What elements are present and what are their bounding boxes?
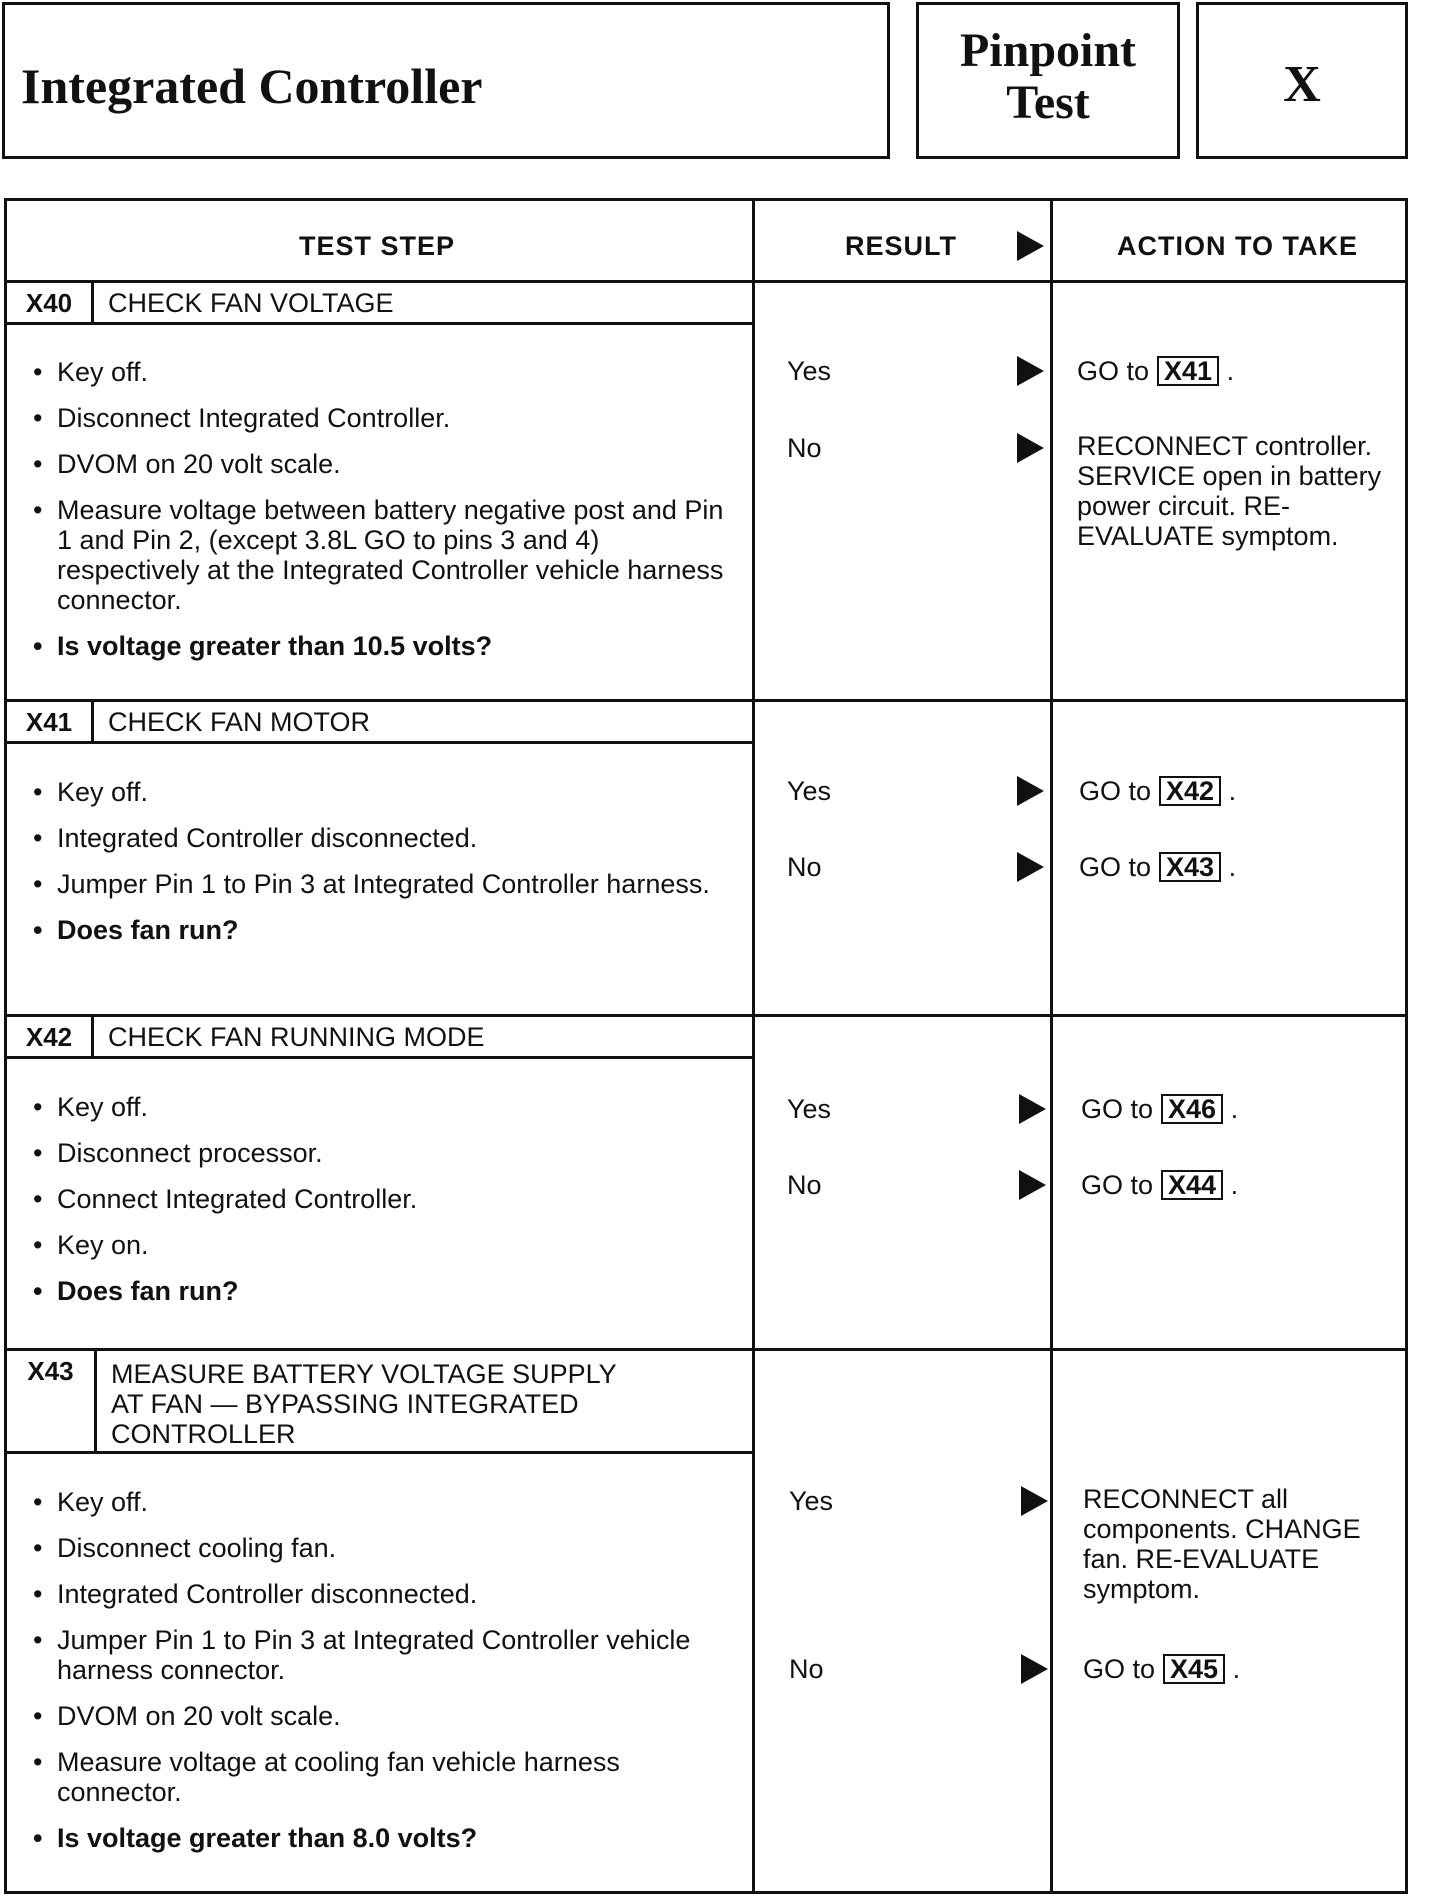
- step-question: • Is voltage greater than 8.0 volts?: [31, 1823, 731, 1853]
- result-arrow-icon: [1019, 1094, 1046, 1124]
- action-text: RECONNECT controller. SERVICE open in battery power circuit. RE-EVALUATE symptom.: [1077, 431, 1382, 551]
- result-arrow-icon: [1021, 1486, 1048, 1516]
- step-reference-link[interactable]: X46: [1161, 1094, 1223, 1124]
- action-suffix: .: [1226, 356, 1235, 386]
- step-instructions: [31, 1487, 731, 1869]
- column-header-test-step: TEST STEP: [299, 231, 456, 261]
- result-arrow-icon: [1021, 1654, 1048, 1684]
- list-item: • Key off.: [31, 777, 731, 807]
- result-arrow-icon: [1017, 776, 1044, 806]
- step-reference-link[interactable]: X42: [1159, 776, 1221, 806]
- list-item: • Jumper Pin 1 to Pin 3 at Integrated Controller harness.: [31, 869, 731, 899]
- column-header-result: RESULT: [845, 231, 957, 261]
- list-item: • Disconnect processor.: [31, 1138, 731, 1168]
- result-label: No: [787, 852, 822, 882]
- step-title: MEASURE BATTERY VOLTAGE SUPPLY AT FAN — BYPASSING INTEGRATED CONTROLLER: [97, 1351, 752, 1454]
- header-test-letter-box: [1196, 2, 1408, 159]
- step-title: CHECK FAN RUNNING MODE: [94, 1017, 752, 1059]
- step-instructions: [31, 357, 731, 677]
- header-pinpoint-box: [916, 2, 1180, 159]
- step-instructions: [31, 1092, 731, 1322]
- action-text: [1081, 1094, 1401, 1124]
- list-item: • Connect Integrated Controller.: [31, 1184, 731, 1214]
- step-question: • Is voltage greater than 10.5 volts?: [31, 631, 731, 661]
- list-item: • Jumper Pin 1 to Pin 3 at Integrated Controller vehicle harness connector.: [31, 1625, 731, 1685]
- result-arrow-icon: [1017, 231, 1044, 261]
- result-label: No: [789, 1654, 824, 1684]
- step-title: CHECK FAN MOTOR: [94, 702, 752, 744]
- test-letter: X: [1283, 56, 1321, 113]
- action-text: RECONNECT all components. CHANGE fan. RE-EVALUATE symptom.: [1083, 1484, 1361, 1604]
- column-divider-action: [1050, 201, 1053, 1891]
- action-text: [1083, 1654, 1403, 1684]
- action-text: [1079, 852, 1399, 882]
- pinpoint-test-table: [4, 198, 1408, 1894]
- list-item: • Measure voltage between battery negative post and Pin 1 and Pin 2, (except 3.8L GO to pins 3 and 4) respectively at the Integrated Controller vehicle harness connector.: [31, 495, 731, 615]
- step-title: CHECK FAN VOLTAGE: [94, 283, 752, 325]
- result-arrow-icon: [1017, 433, 1044, 463]
- action-suffix: .: [1228, 776, 1237, 806]
- step-reference-link[interactable]: X44: [1161, 1170, 1223, 1200]
- result-arrow-icon: [1019, 1170, 1046, 1200]
- list-item: • Disconnect Integrated Controller.: [31, 403, 731, 433]
- action-prefix: GO to: [1083, 1654, 1156, 1684]
- column-header-action: ACTION TO TAKE: [1117, 231, 1358, 261]
- action-prefix: GO to: [1081, 1170, 1154, 1200]
- step-reference-link[interactable]: X41: [1157, 356, 1219, 386]
- step-instructions: [31, 777, 731, 961]
- step-reference-link[interactable]: X45: [1163, 1654, 1225, 1684]
- list-item: • Integrated Controller disconnected.: [31, 823, 731, 853]
- action-suffix: .: [1232, 1654, 1241, 1684]
- action-suffix: .: [1228, 852, 1237, 882]
- result-label: Yes: [789, 1486, 834, 1516]
- action-suffix: .: [1230, 1170, 1239, 1200]
- step-id: X43: [7, 1351, 97, 1454]
- result-label: No: [787, 1170, 822, 1200]
- list-item: • DVOM on 20 volt scale.: [31, 1701, 731, 1731]
- result-label: Yes: [787, 356, 832, 386]
- action-text: [1081, 1170, 1401, 1200]
- step-id: X40: [7, 283, 94, 325]
- pinpoint-label-line2: Test: [1006, 76, 1090, 129]
- header-title-box: [2, 2, 890, 159]
- result-label: Yes: [787, 1094, 832, 1124]
- list-item: • Key on.: [31, 1230, 731, 1260]
- result-label: No: [787, 433, 822, 463]
- action-text: [1079, 776, 1399, 806]
- column-divider-result: [752, 201, 755, 1891]
- page-title: Integrated Controller: [21, 58, 483, 114]
- list-item: • Measure voltage at cooling fan vehicle harness connector.: [31, 1747, 731, 1807]
- result-arrow-icon: [1017, 356, 1044, 386]
- list-item: • Key off.: [31, 1092, 731, 1122]
- action-text: [1077, 356, 1397, 386]
- step-id: X42: [7, 1017, 94, 1059]
- step-id: X41: [7, 702, 94, 744]
- action-prefix: GO to: [1081, 1094, 1154, 1124]
- step-question: • Does fan run?: [31, 1276, 731, 1306]
- list-item: • Integrated Controller disconnected.: [31, 1579, 731, 1609]
- action-suffix: .: [1230, 1094, 1239, 1124]
- list-item: • DVOM on 20 volt scale.: [31, 449, 731, 479]
- result-arrow-icon: [1017, 852, 1044, 882]
- action-prefix: GO to: [1079, 776, 1152, 806]
- step-question: • Does fan run?: [31, 915, 731, 945]
- pinpoint-label-line1: Pinpoint: [959, 24, 1137, 77]
- step-reference-link[interactable]: X43: [1159, 852, 1221, 882]
- action-prefix: GO to: [1077, 356, 1150, 386]
- result-label: Yes: [787, 776, 832, 806]
- list-item: • Key off.: [31, 357, 731, 387]
- list-item: • Key off.: [31, 1487, 731, 1517]
- list-item: • Disconnect cooling fan.: [31, 1533, 731, 1563]
- action-prefix: GO to: [1079, 852, 1152, 882]
